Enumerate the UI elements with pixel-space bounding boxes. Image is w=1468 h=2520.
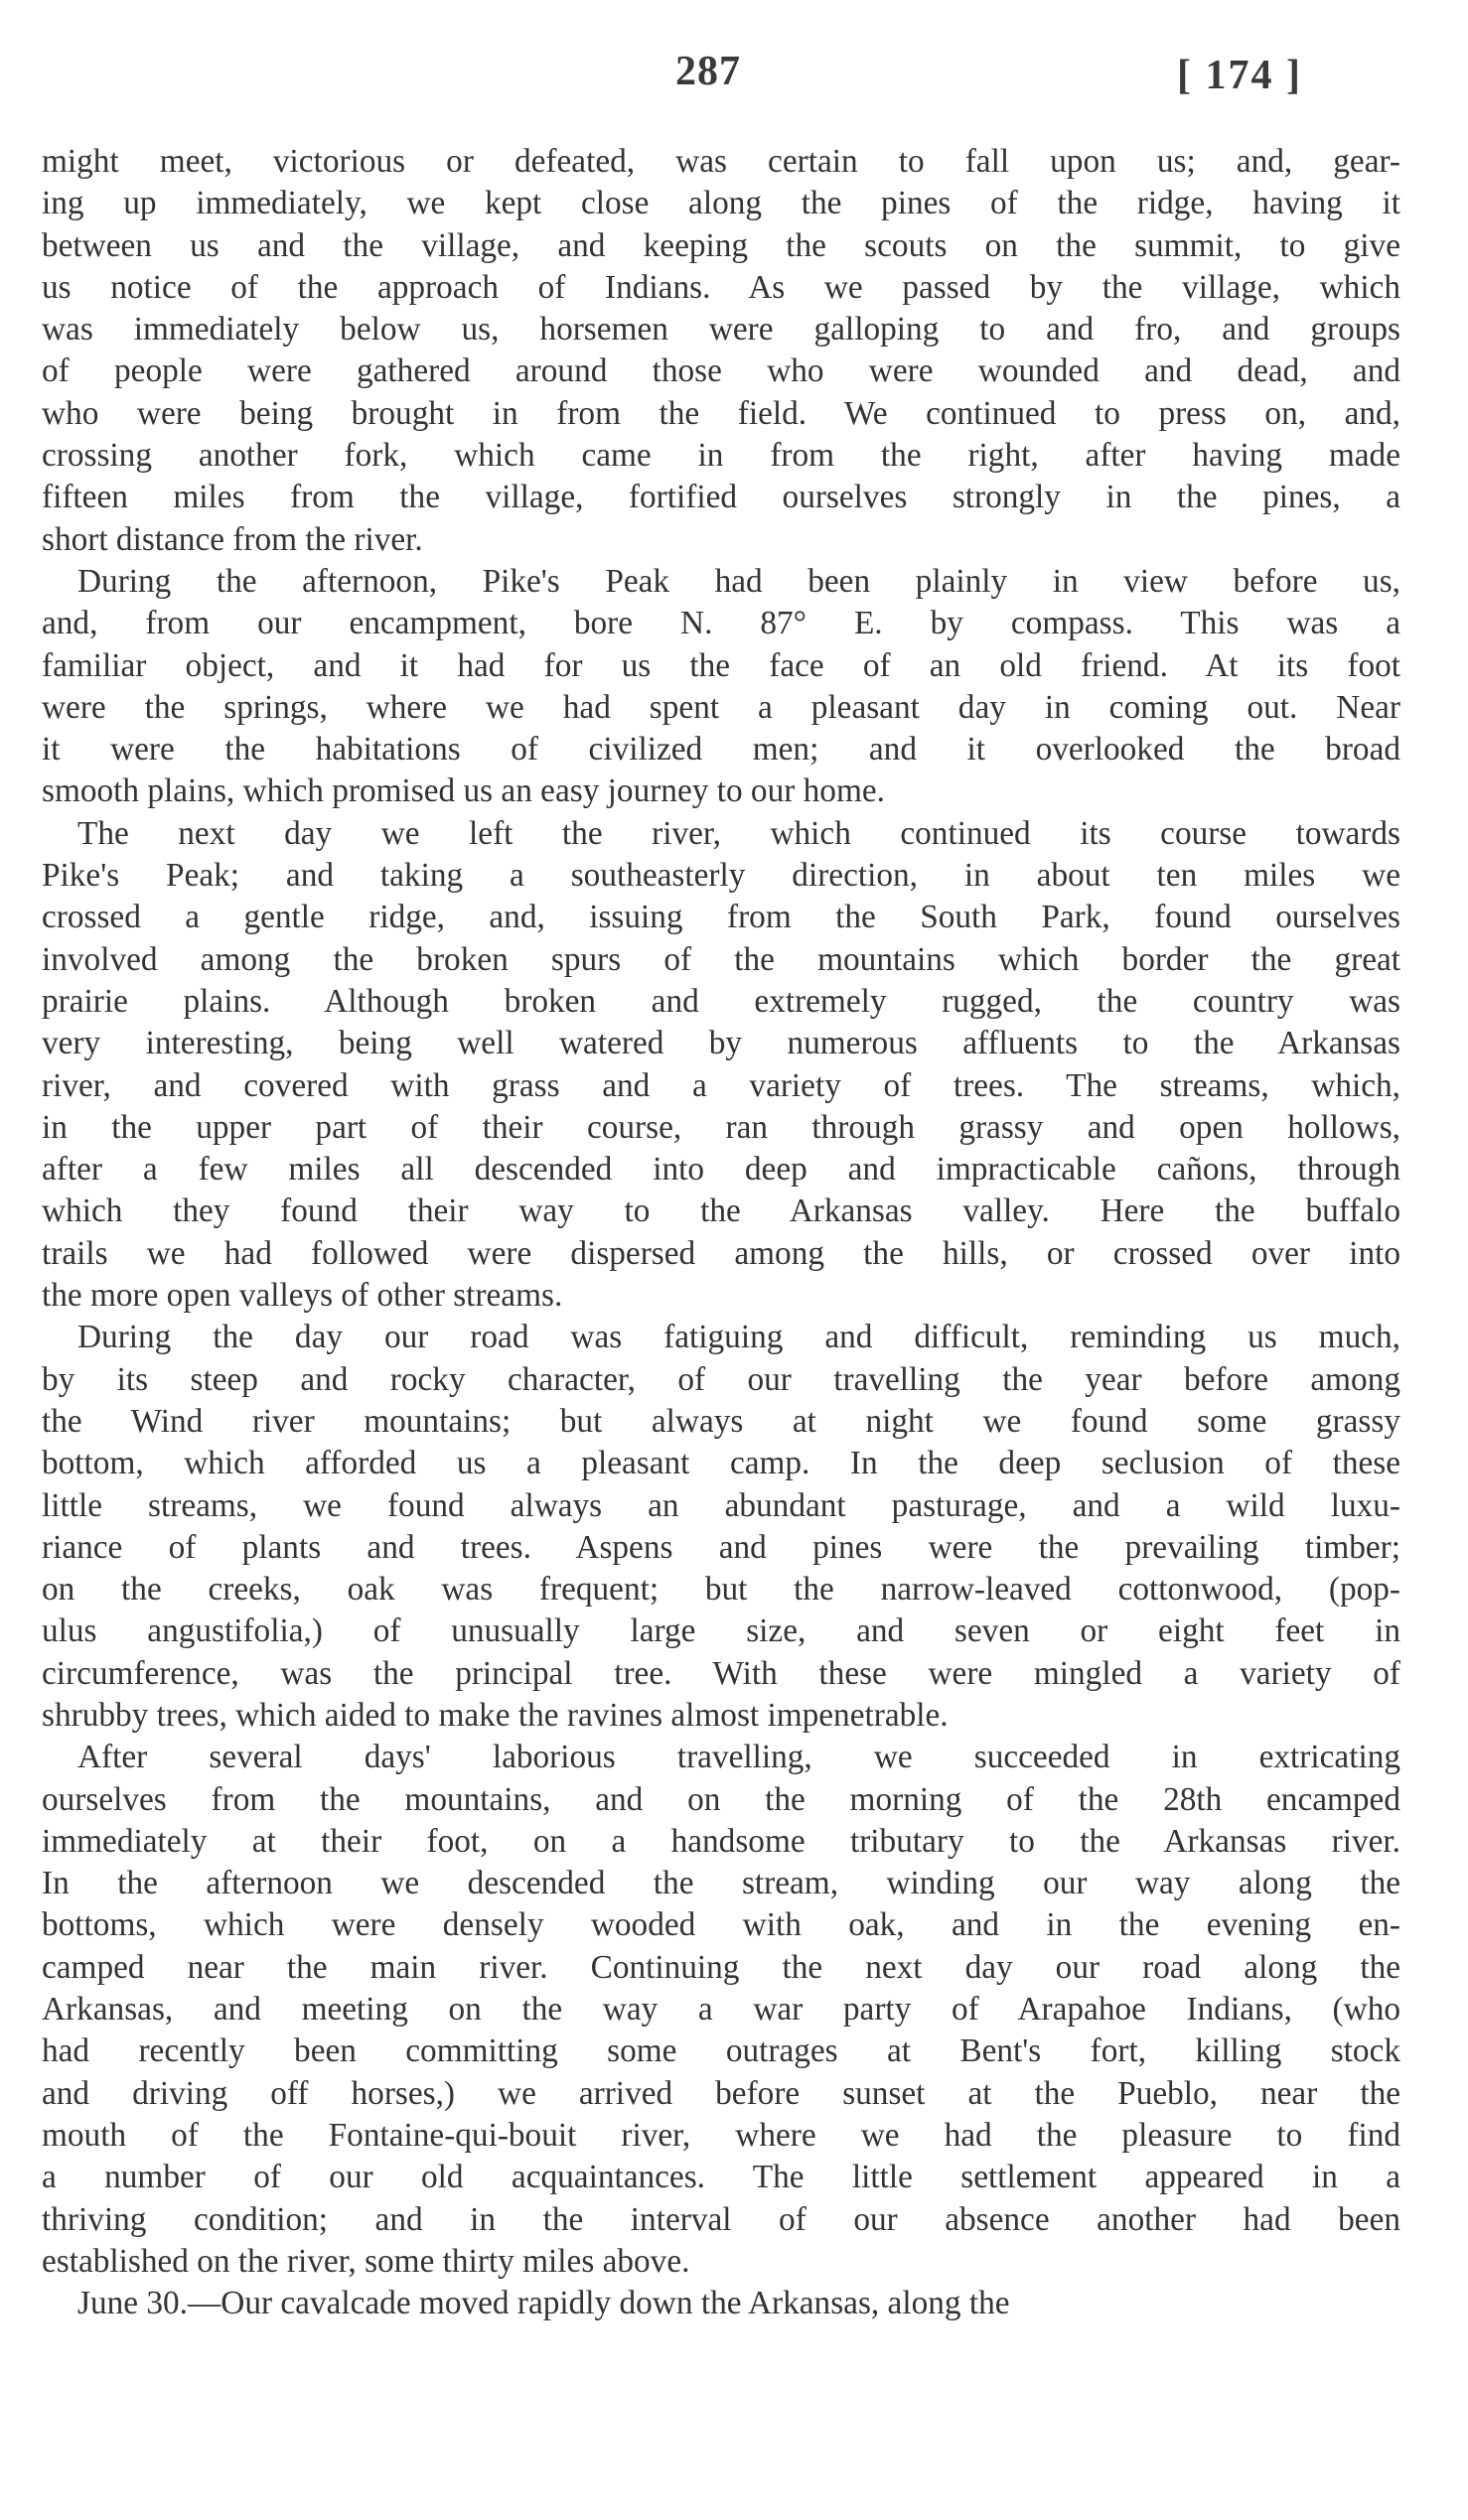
text-line: in the upper part of their course, ran through grassy and open hollows, — [42, 1108, 1400, 1146]
text-line: the more open valleys of other streams. — [42, 1277, 563, 1315]
body-text — [42, 141, 1400, 2324]
text-line: it were the habitations of civilized men; and it overlooked the broad — [42, 731, 1400, 769]
text-line: Pike's Peak; and taking a southeasterly direction, in about ten miles we — [42, 857, 1400, 895]
text-line: by its steep and rocky character, of our travelling the year before among — [42, 1360, 1400, 1398]
text-line: very interesting, being well watered by numerous affluents to the Arkansas — [42, 1025, 1400, 1062]
paragraph — [42, 1737, 1400, 2283]
paragraph — [42, 813, 1400, 1318]
text-line: involved among the broken spurs of the mountains which border the great — [42, 940, 1400, 978]
text-line: crossed a gentle ridge, and, issuing from the South Park, found ourselves — [42, 899, 1400, 936]
text-line: crossing another fork, which came in from the right, after having made — [42, 437, 1400, 475]
text-line: the Wind river mountains; but always at night we found some grassy — [42, 1402, 1400, 1440]
text-line: During the afternoon, Pike's Peak had been plainly in view before us, — [77, 562, 1400, 600]
paragraph — [42, 141, 1400, 561]
text-line: short distance from the river. — [42, 520, 423, 558]
text-line: who were being brought in from the field. We continued to press on, and, — [42, 394, 1400, 432]
text-line: which they found their way to the Arkansas valley. Here the buffalo — [42, 1192, 1400, 1230]
text-line: river, and covered with grass and a variety of trees. The streams, which, — [42, 1066, 1400, 1104]
text-line: established on the river, some thirty miles above. — [42, 2242, 690, 2280]
text-line: of people were gathered around those who were wounded and dead, and — [42, 352, 1400, 390]
text-line: bottom, which afforded us a pleasant camp. In the deep seclusion of these — [42, 1445, 1400, 1482]
text-line: smooth plains, which promised us an easy journey to our home. — [42, 772, 885, 810]
paragraph — [42, 2283, 1400, 2324]
text-line: and driving off horses,) we arrived before sunset at the Pueblo, near the — [42, 2074, 1400, 2112]
text-line: a number of our old acquaintances. The little settlement appeared in a — [42, 2159, 1400, 2196]
text-line: June 30.—Our cavalcade moved rapidly down the Arkansas, along the — [77, 2285, 1010, 2322]
text-line: us notice of the approach of Indians. As we passed by the village, which — [42, 268, 1400, 306]
text-line: ulus angustifolia,) of unusually large size, and seven or eight feet in — [42, 1612, 1400, 1650]
text-line: on the creeks, oak was frequent; but the narrow-leaved cottonwood, (pop- — [42, 1571, 1400, 1609]
text-line: Arkansas, and meeting on the way a war party of Arapahoe Indians, (who — [42, 1991, 1400, 2029]
text-line: During the day our road was fatiguing and difficult, reminding us much, — [77, 1319, 1400, 1356]
text-line: ourselves from the mountains, and on the morning of the 28th encamped — [42, 1780, 1400, 1818]
paragraph — [42, 561, 1400, 813]
text-line: fifteen miles from the village, fortified ourselves strongly in the pines, a — [42, 479, 1400, 516]
text-line: might meet, victorious or defeated, was certain to fall upon us; and, gear- — [42, 143, 1400, 180]
text-line: after a few miles all descended into deep and impracticable cañons, through — [42, 1151, 1400, 1189]
text-line: bottoms, which were densely wooded with oak, and in the evening en- — [42, 1906, 1400, 1944]
text-line: ing up immediately, we kept close along the pines of the ridge, having it — [42, 185, 1400, 222]
page-header — [0, 48, 1468, 117]
text-line: In the afternoon we descended the stream, winding our way along the — [42, 1865, 1400, 1902]
text-line: prairie plains. Although broken and extremely rugged, the country was — [42, 982, 1400, 1020]
paragraph — [42, 1317, 1400, 1737]
text-line: After several days' laborious travelling, we succeeded in extricating — [77, 1739, 1400, 1776]
text-line: between us and the village, and keeping the scouts on the summit, to give — [42, 226, 1400, 264]
text-line: had recently been committing some outrages at Bent's fort, killing stock — [42, 2032, 1400, 2070]
text-line: mouth of the Fontaine-qui-bouit river, where we had the pleasure to find — [42, 2116, 1400, 2154]
text-line: immediately at their foot, on a handsome tributary to the Arkansas river. — [42, 1822, 1400, 1860]
text-line: camped near the main river. Continuing the next day our road along the — [42, 1948, 1400, 1986]
page-number: 287 — [675, 49, 741, 94]
text-line: thriving condition; and in the interval of our absence another had been — [42, 2200, 1400, 2238]
text-line: shrubby trees, which aided to make the ravines almost impenetrable. — [42, 1696, 949, 1734]
text-line: The next day we left the river, which continued its course towards — [77, 814, 1400, 852]
text-line: and, from our encampment, bore N. 87° E. by compass. This was a — [42, 605, 1400, 642]
text-line: circumference, was the principal tree. With these were mingled a variety of — [42, 1654, 1400, 1692]
text-line: riance of plants and trees. Aspens and pines were the prevailing timber; — [42, 1528, 1400, 1566]
report-number: [ 174 ] — [1177, 53, 1302, 98]
text-line: was immediately below us, horsemen were galloping to and fro, and groups — [42, 311, 1400, 349]
text-line: little streams, we found always an abundant pasturage, and a wild luxu- — [42, 1486, 1400, 1524]
text-line: familiar object, and it had for us the face of an old friend. At its foot — [42, 646, 1400, 684]
text-line: were the springs, where we had spent a pleasant day in coming out. Near — [42, 688, 1400, 726]
text-line: trails we had followed were dispersed among the hills, or crossed over into — [42, 1234, 1400, 1272]
